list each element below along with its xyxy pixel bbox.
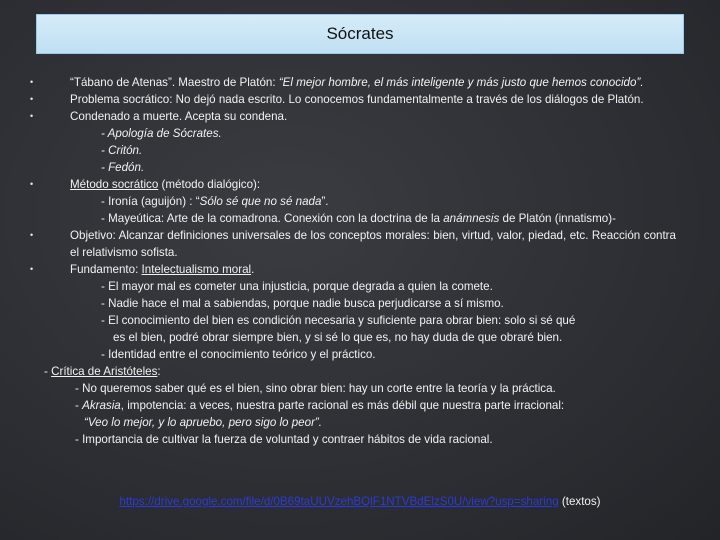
critica-aristoteles: [28, 363, 676, 448]
slide-content: [28, 74, 676, 448]
bullet-condenado: [28, 108, 676, 176]
bullet-dot-icon: •: [30, 94, 34, 104]
critica-prefix: -: [44, 365, 52, 378]
label-fundamento: Fundamento:: [70, 263, 142, 276]
bullet-text: (método dialógico):: [158, 178, 261, 191]
bullet-text: Objetivo: Alcanzar definiciones universales de los conceptos morales: bien, virtud, valor, piedad, etc. Reacción contra el relativismo sofista.: [70, 229, 676, 259]
sub-item: - Fedón.: [101, 161, 145, 174]
sub-item-ironia: [70, 193, 676, 210]
bullet-dot-icon: •: [30, 264, 34, 274]
term-text: Akrasia: [82, 399, 121, 412]
sub-text: , impotencia: a veces, nuestra parte racional es más débil que nuestra parte irracional:: [120, 399, 565, 412]
sub-item-continued: es el bien, podré obrar siempre bien, y si sé lo que es, no hay duda de que obraré bien.: [113, 331, 563, 344]
bullet-text: Problema socrático: No dejó nada escrito. Lo conocemos fundamentalmente a través de los diálogos de Platón.: [70, 93, 644, 106]
critica-end: :: [157, 365, 161, 378]
critica-quote: “Veo lo mejor, y lo apruebo, pero sigo lo peor”.: [84, 416, 323, 429]
sub-text: - Mayeútica: Arte de la comadrona. Conexión con la doctrina de la: [101, 212, 444, 225]
label-metodo: Método socrático: [70, 178, 159, 191]
bullet-dot-icon: •: [30, 111, 34, 121]
critica-item: - Importancia de cultivar la fuerza de voluntad y contraer hábitos de vida racional.: [75, 433, 493, 446]
critica-item: - No queremos saber qué es el bien, sino obrar bien: hay un corte entre la teoría y la práctica.: [75, 382, 556, 395]
bullet-dot-icon: •: [30, 179, 34, 189]
bullet-text: “Tábano de Atenas”. Maestro de Platón:: [70, 76, 279, 89]
sub-item: - Apología de Sócrates.: [101, 127, 222, 140]
term-text: anámnesis: [443, 212, 500, 225]
bullet-text: Condenado a muerte. Acepta su condena.: [70, 110, 288, 123]
sub-text: -: [75, 399, 83, 412]
bullet-dot-icon: •: [30, 77, 34, 87]
slide-title: Sócrates: [326, 24, 394, 43]
label-end: .: [251, 263, 255, 276]
sub-item-mayeutica: [70, 210, 676, 227]
link-line: [0, 495, 720, 508]
sub-text: - Ironía (aguijón) : “: [101, 195, 200, 208]
sub-item: - Critón.: [101, 144, 143, 157]
critica-item-akrasia: [44, 397, 676, 414]
sub-item: - Identidad entre el conocimiento teórico y el práctico.: [101, 348, 376, 361]
title-box: [36, 14, 684, 54]
drive-link[interactable]: https://drive.google.com/file/d/0B69taUUVzehBQlF1NTVBdElzS0U/view?usp=sharing: [119, 495, 559, 508]
bullet-tabano: [28, 74, 676, 91]
bullet-metodo: [28, 176, 676, 227]
bullet-objetivo: [28, 227, 676, 261]
sub-text: de Platón (innatismo)-: [499, 212, 616, 225]
sub-item: - Nadie hace el mal a sabiendas, porque nadie busca perjudicarse a sí mismo.: [101, 297, 504, 310]
quote-text: Sólo sé que no sé nada: [199, 195, 322, 208]
sub-item: - El conocimiento del bien es condición necesaria y suficiente para obrar bien: solo si sé qué: [101, 314, 576, 327]
bullet-dot-icon: •: [30, 230, 34, 240]
label-intelectualismo: Intelectualismo moral: [141, 263, 252, 276]
bullet-fundamento: [28, 261, 676, 363]
link-suffix: (textos): [558, 495, 601, 508]
sub-text: ”.: [321, 195, 329, 208]
bullet-problema: [28, 91, 676, 108]
quote-text: “El mejor hombre, el más inteligente y más justo que hemos conocido”.: [278, 76, 644, 89]
sub-item: - El mayor mal es cometer una injusticia, porque degrada a quien la comete.: [101, 280, 493, 293]
critica-label: Crítica de Aristóteles: [51, 365, 158, 378]
